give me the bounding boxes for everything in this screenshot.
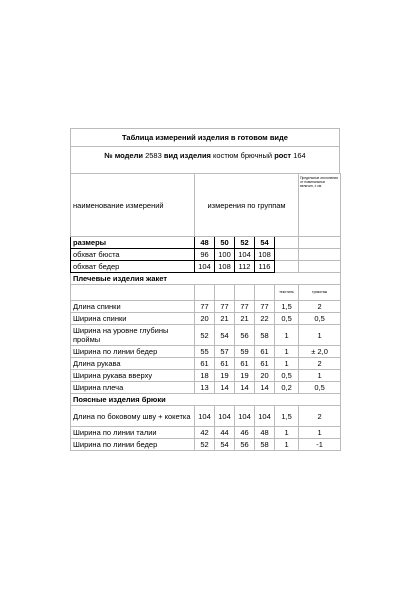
measure-row	[71, 370, 341, 382]
empty-cell	[71, 285, 195, 301]
measure-value: 61	[195, 358, 215, 370]
tolerance-knit: 2	[299, 406, 341, 427]
measure-value: 54	[215, 439, 235, 451]
height-value: 164	[293, 151, 306, 160]
measure-value: 58	[255, 439, 275, 451]
empty-cell	[275, 237, 299, 249]
empty-cell	[275, 261, 299, 273]
empty-cell	[235, 285, 255, 301]
measure-value: 104	[195, 261, 215, 273]
measure-value: 20	[195, 313, 215, 325]
size-value: 54	[255, 237, 275, 249]
garment-type-label: вид изделия	[163, 151, 211, 160]
measure-value: 104	[235, 249, 255, 261]
empty-cell	[299, 261, 341, 273]
measure-value: 44	[215, 427, 235, 439]
size-value: 48	[195, 237, 215, 249]
measure-value: 77	[235, 301, 255, 313]
measurement-document	[70, 128, 340, 451]
measure-value: 61	[215, 358, 235, 370]
measure-row	[71, 313, 341, 325]
measure-row	[71, 382, 341, 394]
measure-value: 46	[235, 427, 255, 439]
section-title-jacket: Плечевые изделия жакет	[71, 273, 341, 285]
measure-value: 52	[195, 325, 215, 346]
measure-name: обхват бедер	[71, 261, 195, 273]
section-title-trousers: Поясные изделия брюки	[71, 394, 341, 406]
tolerance-knit: 1	[299, 370, 341, 382]
measure-name: Ширина рукава вверху	[71, 370, 195, 382]
empty-cell	[299, 249, 341, 261]
measure-name: Длина спинки	[71, 301, 195, 313]
measure-value: 61	[255, 346, 275, 358]
measure-value: 104	[195, 406, 215, 427]
measure-name: обхват бюста	[71, 249, 195, 261]
measure-value: 52	[195, 439, 215, 451]
measure-row	[71, 301, 341, 313]
measure-value: 59	[235, 346, 255, 358]
measure-value: 22	[255, 313, 275, 325]
tolerance-textile: 0,5	[275, 370, 299, 382]
measure-name: Ширина по линии талии	[71, 427, 195, 439]
measure-value: 104	[235, 406, 255, 427]
section-title-row	[71, 273, 341, 285]
measure-value: 58	[255, 325, 275, 346]
measure-value: 104	[255, 406, 275, 427]
empty-cell	[215, 285, 235, 301]
measure-name: Ширина плеча	[71, 382, 195, 394]
tolerance-textile-label: текстиль	[275, 285, 299, 301]
measure-value: 77	[195, 301, 215, 313]
measure-value: 14	[215, 382, 235, 394]
measure-value: 20	[255, 370, 275, 382]
header-name-cell: наименование измерений	[71, 174, 195, 237]
measure-value: 21	[215, 313, 235, 325]
section-title-row	[71, 394, 341, 406]
tolerance-textile: 1,5	[275, 301, 299, 313]
measure-value: 77	[255, 301, 275, 313]
empty-cell	[255, 285, 275, 301]
tolerance-knit: 2	[299, 358, 341, 370]
tolerance-labels-row	[71, 285, 341, 301]
empty-cell	[195, 285, 215, 301]
measure-value: 55	[195, 346, 215, 358]
measure-value: 112	[235, 261, 255, 273]
measure-value: 108	[215, 261, 235, 273]
tolerance-textile: 1	[275, 439, 299, 451]
measure-value: 14	[235, 382, 255, 394]
measure-row	[71, 325, 341, 346]
measure-value: 48	[255, 427, 275, 439]
tolerance-textile: 0,2	[275, 382, 299, 394]
measure-row	[71, 358, 341, 370]
measure-value: 108	[255, 249, 275, 261]
tolerance-textile: 1	[275, 358, 299, 370]
tolerance-knit: -1	[299, 439, 341, 451]
measure-value: 61	[235, 358, 255, 370]
tolerance-knit: 0,5	[299, 382, 341, 394]
body-measure-row	[71, 261, 341, 273]
header-tolerance-note: Предельные отклонения от номинальных величин, ± см.	[299, 174, 341, 237]
measure-row	[71, 346, 341, 358]
garment-type-value: костюм брючный	[213, 151, 273, 160]
tolerance-knit: 2	[299, 301, 341, 313]
measure-name: Ширина по линии бедер	[71, 346, 195, 358]
empty-cell	[275, 249, 299, 261]
measure-value: 19	[235, 370, 255, 382]
measure-name: Длина рукава	[71, 358, 195, 370]
measure-value: 42	[195, 427, 215, 439]
size-value: 50	[215, 237, 235, 249]
height-label: рост	[274, 151, 292, 160]
measure-value: 61	[255, 358, 275, 370]
size-value: 52	[235, 237, 255, 249]
measure-value: 96	[195, 249, 215, 261]
tolerance-textile: 1,5	[275, 406, 299, 427]
measure-name: Ширина спинки	[71, 313, 195, 325]
measure-value: 104	[215, 406, 235, 427]
measure-value: 56	[235, 439, 255, 451]
model-info-line	[70, 146, 340, 164]
measure-row	[71, 439, 341, 451]
model-number-value: 2583	[145, 151, 162, 160]
body-measure-row	[71, 249, 341, 261]
measure-value: 57	[215, 346, 235, 358]
tolerance-knit: 1	[299, 325, 341, 346]
measure-value: 56	[235, 325, 255, 346]
header-row	[71, 174, 341, 237]
measure-name: Ширина на уровне глубины проймы	[71, 325, 195, 346]
sizes-label: размеры	[71, 237, 195, 249]
measure-value: 54	[215, 325, 235, 346]
tolerance-knit: 1	[299, 427, 341, 439]
header-groups-cell: измерения по группам	[195, 174, 299, 237]
measure-value: 77	[215, 301, 235, 313]
measurement-table	[70, 173, 341, 451]
tolerance-textile: 1	[275, 346, 299, 358]
measure-value: 21	[235, 313, 255, 325]
model-number-label: № модели	[104, 151, 143, 160]
measure-value: 100	[215, 249, 235, 261]
measure-value: 13	[195, 382, 215, 394]
measure-row	[71, 406, 341, 427]
measure-value: 14	[255, 382, 275, 394]
measure-value: 18	[195, 370, 215, 382]
document-title: Таблица измерений изделия в готовом виде	[70, 128, 340, 146]
tolerance-textile: 1	[275, 325, 299, 346]
measure-value: 19	[215, 370, 235, 382]
tolerance-knit: ± 2,0	[299, 346, 341, 358]
empty-cell	[299, 237, 341, 249]
tolerance-knit-label: трикотаж	[299, 285, 341, 301]
tolerance-knit: 0,5	[299, 313, 341, 325]
spacer	[70, 164, 340, 173]
measure-value: 116	[255, 261, 275, 273]
sizes-row	[71, 237, 341, 249]
measure-name: Ширина по линии бедер	[71, 439, 195, 451]
measure-row	[71, 427, 341, 439]
tolerance-textile: 0,5	[275, 313, 299, 325]
measure-name: Длина по боковому шву + кокетка	[71, 406, 195, 427]
tolerance-textile: 1	[275, 427, 299, 439]
